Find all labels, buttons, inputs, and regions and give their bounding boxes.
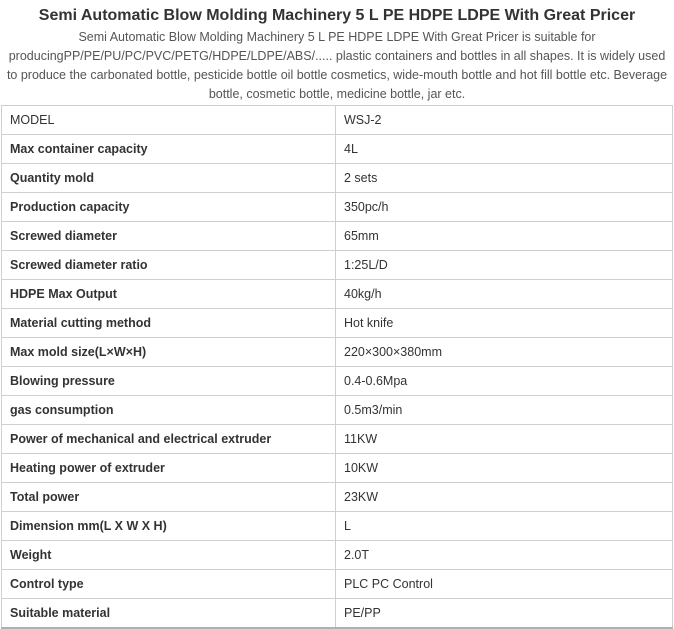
- spec-value: 40kg/h: [336, 280, 673, 309]
- spec-label: Quantity mold: [2, 164, 336, 193]
- table-row: [2, 222, 673, 251]
- spec-label: Suitable material: [2, 599, 336, 629]
- spec-label: Control type: [2, 570, 336, 599]
- table-row: [2, 425, 673, 454]
- spec-label: Screwed diameter ratio: [2, 251, 336, 280]
- table-row: [2, 251, 673, 280]
- table-row: [2, 338, 673, 367]
- table-row: [2, 483, 673, 512]
- spec-value: Hot knife: [336, 309, 673, 338]
- spec-label: Total power: [2, 483, 336, 512]
- spec-value: 65mm: [336, 222, 673, 251]
- spec-label: Weight: [2, 541, 336, 570]
- table-row: [2, 280, 673, 309]
- table-row: [2, 512, 673, 541]
- spec-value: 2.0T: [336, 541, 673, 570]
- spec-label: gas consumption: [2, 396, 336, 425]
- spec-value: 350pc/h: [336, 193, 673, 222]
- spec-label: Max mold size(L×W×H): [2, 338, 336, 367]
- spec-table: [1, 105, 673, 629]
- spec-label: Material cutting method: [2, 309, 336, 338]
- spec-value: WSJ-2: [336, 106, 673, 135]
- table-row: [2, 570, 673, 599]
- table-row: [2, 309, 673, 338]
- spec-value: 0.5m3/min: [336, 396, 673, 425]
- spec-value: 1:25L/D: [336, 251, 673, 280]
- spec-label: Blowing pressure: [2, 367, 336, 396]
- spec-value: 0.4-0.6Mpa: [336, 367, 673, 396]
- table-row: [2, 367, 673, 396]
- spec-value: 11KW: [336, 425, 673, 454]
- table-row: [2, 541, 673, 570]
- spec-label: Power of mechanical and electrical extruder: [2, 425, 336, 454]
- spec-value: 220×300×380mm: [336, 338, 673, 367]
- table-row: [2, 164, 673, 193]
- page-title: Semi Automatic Blow Molding Machinery 5 L PE HDPE LDPE With Great Pricer: [38, 7, 636, 24]
- spec-label: Dimension mm(L X W X H): [2, 512, 336, 541]
- table-row: [2, 106, 673, 135]
- table-row: [2, 193, 673, 222]
- spec-value: 23KW: [336, 483, 673, 512]
- spec-value: PLC PC Control: [336, 570, 673, 599]
- spec-label: HDPE Max Output: [2, 280, 336, 309]
- table-row: [2, 135, 673, 164]
- spec-label: MODEL: [2, 106, 336, 135]
- spec-label: Screwed diameter: [2, 222, 336, 251]
- spec-label: Max container capacity: [2, 135, 336, 164]
- spec-label: Heating power of extruder: [2, 454, 336, 483]
- spec-label: Production capacity: [2, 193, 336, 222]
- spec-value: PE/PP: [336, 599, 673, 629]
- table-row: [2, 396, 673, 425]
- table-row: [2, 599, 673, 629]
- table-row: [2, 454, 673, 483]
- product-description: Semi Automatic Blow Molding Machinery 5 L PE HDPE LDPE With Great Pricer is suitable for producingPP/PE/PU/PC/PVC/PETG/HDPE/LDPE/ABS/..... plastic containers and bottles in all shapes. It is widely used to produce the carbonated bottle, pesticide bottle oil bottle cosmetics, wide-mouth bottle and hot fill bottle etc. Beverage bottle, cosmetic bottle, medicine bottle, jar etc.: [6, 30, 668, 101]
- spec-value: 4L: [336, 135, 673, 164]
- spec-value: 10KW: [336, 454, 673, 483]
- spec-value: L: [336, 512, 673, 541]
- spec-value: 2 sets: [336, 164, 673, 193]
